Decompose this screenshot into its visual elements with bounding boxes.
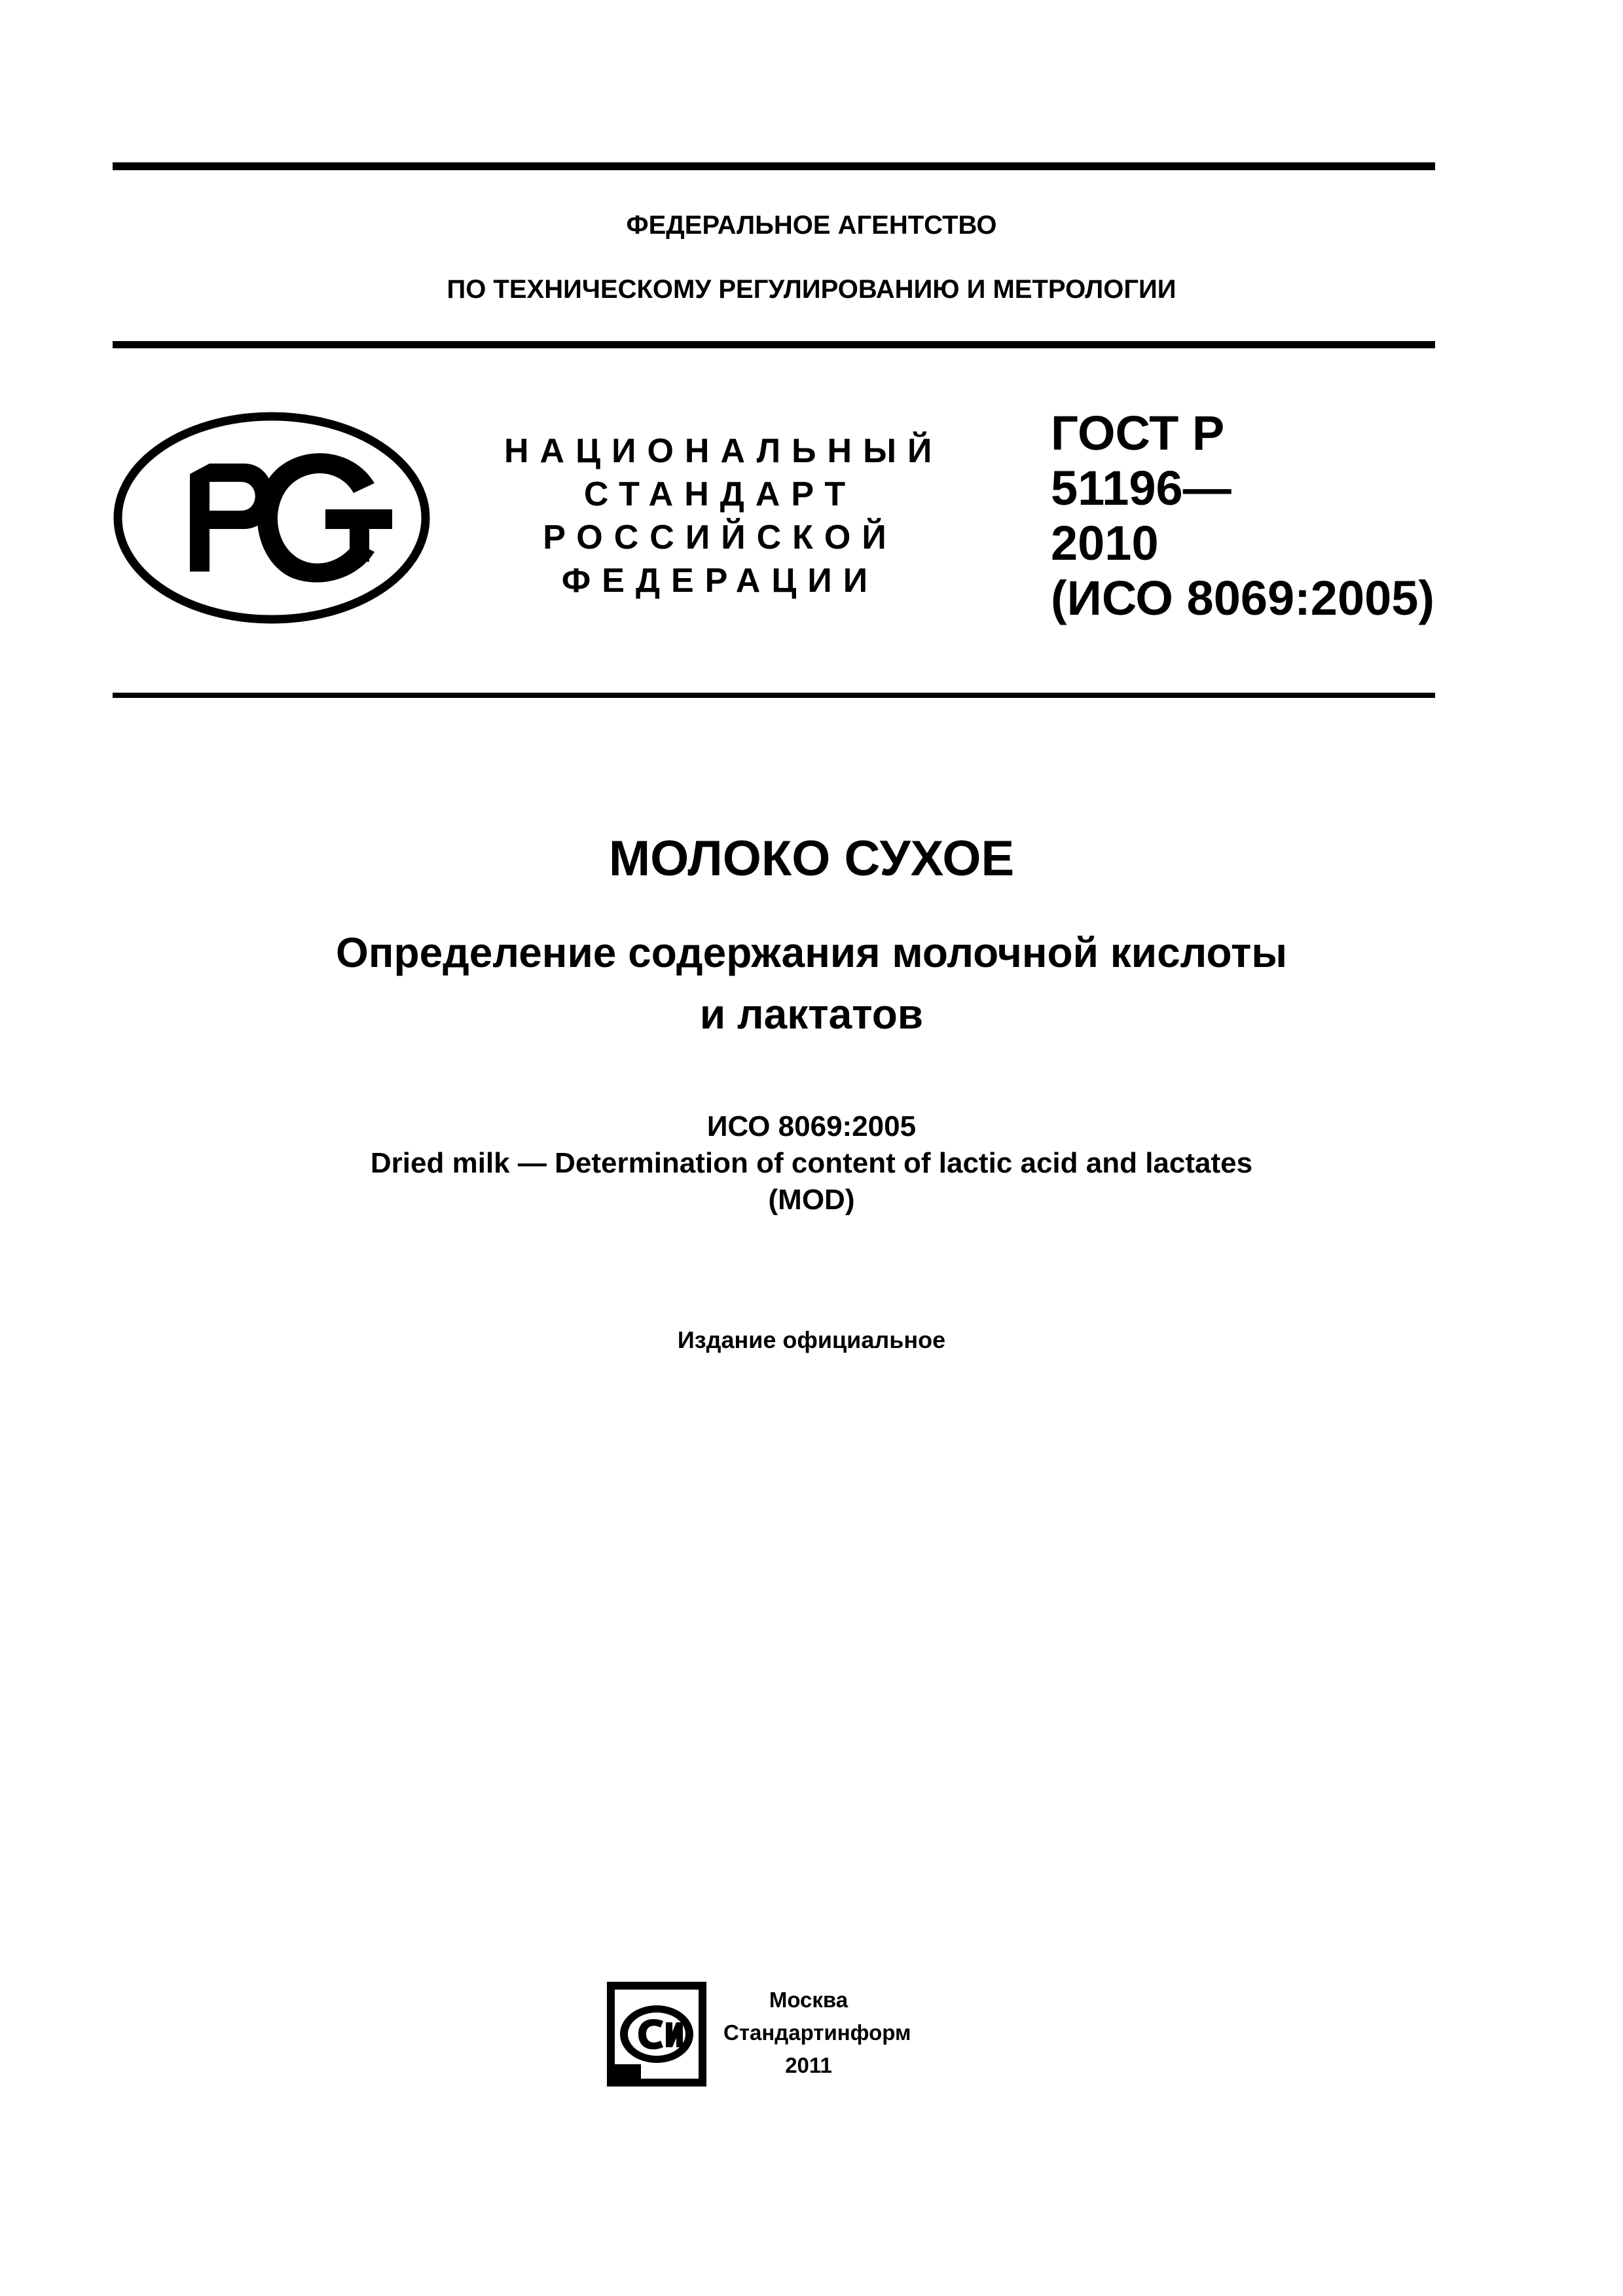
designation-line: 51196—: [1051, 461, 1231, 515]
designation-line: 2010: [1051, 516, 1159, 570]
designation-bottom-rule: [113, 693, 1435, 698]
publisher-city: Москва: [769, 1988, 848, 2012]
national-line: ФЕДЕРАЦИИ: [561, 562, 879, 600]
national-line: НАЦИОНАЛЬНЫЙ: [504, 432, 943, 470]
agency-name-line1: ФЕДЕРАЛЬНОЕ АГЕНТСТВО: [626, 211, 997, 240]
publisher-block: [723, 1984, 911, 2082]
iso-reference: ИСО 8069:2005: [706, 1110, 917, 1142]
document-subtitle-line1: Определение содержания молочной кислоты: [336, 929, 1287, 976]
standartinform-logo-icon: [606, 1980, 708, 2088]
iso-modification: (MOD): [768, 1184, 855, 1216]
national-line: РОССИЙСКОЙ: [543, 519, 898, 556]
iso-english-title: Dried milk — Determination of content of lactic acid and lactates: [370, 1147, 1253, 1179]
document-subtitle-line2: и лактатов: [699, 991, 924, 1038]
rst-logo-icon: [113, 411, 431, 625]
edition-label: Издание официальное: [677, 1326, 946, 1353]
document-title: МОЛОКО СУХОЕ: [608, 831, 1015, 886]
designation-line: (ИСО 8069:2005): [1051, 571, 1435, 625]
publisher-year: 2011: [785, 2053, 832, 2077]
designation-line: ГОСТ Р: [1051, 406, 1225, 460]
publisher-name: Стандартинформ: [723, 2020, 911, 2045]
header-bottom-rule: [113, 341, 1435, 348]
national-line: СТАНДАРТ: [583, 475, 857, 513]
agency-name-line2: ПО ТЕХНИЧЕСКОМУ РЕГУЛИРОВАНИЮ И МЕТРОЛОГИИ: [447, 275, 1176, 304]
standard-designation: [1051, 406, 1444, 626]
top-rule: [113, 162, 1435, 170]
national-standard-label: [504, 429, 943, 602]
